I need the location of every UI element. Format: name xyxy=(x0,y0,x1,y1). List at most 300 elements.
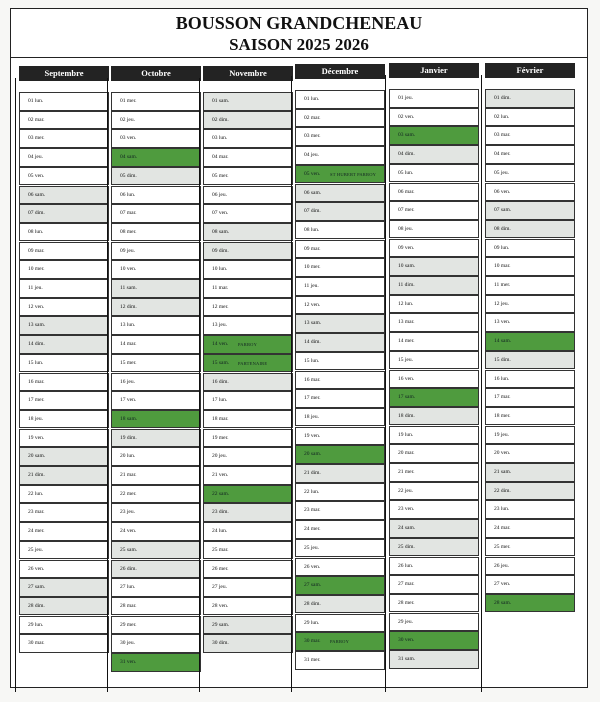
day-cell xyxy=(19,616,109,635)
day-label: 03 ven. xyxy=(120,135,137,142)
day-label: 05 ven. xyxy=(304,170,321,177)
day-cell xyxy=(389,650,479,669)
day-label: 16 ven. xyxy=(398,375,415,382)
day-cell xyxy=(295,221,385,240)
day-label: 13 sam. xyxy=(304,320,322,327)
day-label: 09 mar. xyxy=(28,247,45,254)
day-cell xyxy=(485,276,575,295)
day-label: 28 mer. xyxy=(398,599,415,606)
day-cell xyxy=(19,354,109,373)
day-cell xyxy=(203,634,293,653)
day-label: 03 mar. xyxy=(494,132,511,139)
day-cell xyxy=(19,186,109,205)
day-label: 15 sam. xyxy=(212,359,230,366)
day-cell xyxy=(111,541,201,560)
day-cell xyxy=(485,351,575,370)
day-cell xyxy=(111,298,201,317)
day-cell xyxy=(485,313,575,332)
day-label: 31 mer. xyxy=(304,657,321,663)
day-cell xyxy=(485,388,575,407)
day-label: 28 dim. xyxy=(28,602,45,609)
column-divider xyxy=(291,76,292,692)
column-divider xyxy=(385,75,386,692)
day-cell xyxy=(485,538,575,557)
day-cell xyxy=(389,276,479,295)
day-cell xyxy=(19,260,109,279)
day-cell xyxy=(295,109,385,128)
day-cell xyxy=(111,148,201,167)
day-cell xyxy=(19,298,109,317)
day-label: 08 sam. xyxy=(212,228,230,235)
month-header: Décembre xyxy=(295,64,385,79)
day-cell xyxy=(485,239,575,258)
day-label: 27 lun. xyxy=(120,584,136,591)
day-label: 17 mer. xyxy=(304,395,321,402)
day-label: 30 dim. xyxy=(212,640,229,647)
day-label: 10 ven. xyxy=(120,266,137,273)
day-label: 29 lun. xyxy=(304,619,320,626)
day-cell xyxy=(295,464,385,483)
day-label: 24 mar. xyxy=(494,525,511,532)
day-cell xyxy=(389,482,479,501)
day-label: 03 mer. xyxy=(304,133,321,140)
day-label: 28 ven. xyxy=(212,602,229,609)
day-label: 08 dim. xyxy=(494,225,511,232)
day-cell xyxy=(389,145,479,164)
day-label: 01 lun. xyxy=(28,98,44,104)
event-note: PARROY xyxy=(330,639,350,645)
day-label: 14 dim. xyxy=(304,339,321,346)
day-cell xyxy=(389,444,479,463)
day-cell xyxy=(295,614,385,633)
day-label: 15 dim. xyxy=(494,356,511,363)
day-label: 01 sam. xyxy=(212,98,230,104)
day-label: 28 sam. xyxy=(494,599,512,606)
day-label: 25 sam. xyxy=(120,546,138,553)
day-label: 11 dim. xyxy=(398,282,415,288)
day-label: 10 mar. xyxy=(494,263,511,270)
day-label: 31 ven. xyxy=(120,659,137,665)
day-cell xyxy=(203,111,293,130)
day-cell xyxy=(295,558,385,577)
day-label: 04 mer. xyxy=(494,151,511,158)
day-label: 22 lun. xyxy=(28,490,44,497)
day-label: 05 mer. xyxy=(212,172,229,179)
day-label: 04 dim. xyxy=(398,151,415,158)
day-cell xyxy=(203,223,293,242)
day-cell xyxy=(111,447,201,466)
day-cell xyxy=(203,354,293,373)
day-cell xyxy=(389,108,479,127)
month-header: Septembre xyxy=(19,66,109,81)
day-cell xyxy=(295,520,385,539)
day-label: 24 ven. xyxy=(120,528,137,535)
day-cell xyxy=(389,519,479,538)
day-label: 28 dim. xyxy=(304,600,321,607)
day-cell xyxy=(203,578,293,597)
day-cell xyxy=(485,594,575,613)
day-cell xyxy=(485,519,575,538)
day-label: 29 sam. xyxy=(212,621,230,628)
day-label: 12 mer. xyxy=(212,303,229,310)
day-cell xyxy=(111,92,201,111)
day-cell xyxy=(111,242,201,261)
day-cell xyxy=(203,129,293,148)
day-label: 10 mer. xyxy=(304,264,321,271)
day-label: 16 jeu. xyxy=(120,378,135,385)
day-label: 07 sam. xyxy=(494,207,512,214)
day-label: 18 jeu. xyxy=(28,415,43,422)
day-cell xyxy=(485,463,575,482)
day-cell xyxy=(295,651,385,670)
day-label: 11 sam. xyxy=(120,285,137,291)
day-label: 20 mar. xyxy=(398,450,415,457)
day-cell xyxy=(485,575,575,594)
day-cell xyxy=(295,352,385,371)
day-label: 25 mer. xyxy=(494,543,511,550)
day-cell xyxy=(203,503,293,522)
day-cell xyxy=(389,313,479,332)
day-cell xyxy=(295,576,385,595)
day-label: 06 mar. xyxy=(398,188,415,195)
day-label: 14 mar. xyxy=(120,341,137,348)
calendar-header xyxy=(10,8,588,58)
day-label: 22 jeu. xyxy=(398,487,413,494)
day-label: 23 dim. xyxy=(212,509,229,516)
day-cell xyxy=(389,594,479,613)
day-label: 15 lun. xyxy=(28,359,44,366)
day-cell xyxy=(203,335,293,354)
day-cell xyxy=(203,541,293,560)
day-label: 24 sam. xyxy=(398,525,416,532)
day-label: 20 lun. xyxy=(120,453,136,460)
day-label: 04 sam. xyxy=(120,154,138,161)
day-label: 23 jeu. xyxy=(120,509,135,516)
day-label: 22 dim. xyxy=(494,487,511,494)
day-label: 12 ven. xyxy=(304,301,321,308)
day-cell xyxy=(19,578,109,597)
day-label: 19 ven. xyxy=(28,434,45,441)
day-cell xyxy=(295,258,385,277)
day-cell xyxy=(295,483,385,502)
day-cell xyxy=(389,239,479,258)
day-label: 06 sam. xyxy=(304,189,322,196)
day-label: 07 dim. xyxy=(28,210,45,217)
day-label: 06 ven. xyxy=(494,188,511,195)
day-cell xyxy=(19,429,109,448)
day-cell xyxy=(389,631,479,650)
day-cell xyxy=(203,616,293,635)
day-label: 19 mer. xyxy=(212,434,229,441)
day-label: 26 ven. xyxy=(304,563,321,570)
day-label: 29 jeu. xyxy=(398,618,413,625)
day-cell xyxy=(295,202,385,221)
day-label: 03 sam. xyxy=(398,132,416,139)
day-label: 05 jeu. xyxy=(494,169,509,176)
day-label: 13 mar. xyxy=(398,319,415,326)
day-cell xyxy=(203,485,293,504)
day-cell xyxy=(111,129,201,148)
day-label: 23 mar. xyxy=(304,507,321,514)
day-cell xyxy=(203,316,293,335)
day-cell xyxy=(19,597,109,616)
day-cell xyxy=(295,184,385,203)
month-header: Novembre xyxy=(203,66,293,81)
day-label: 23 mar. xyxy=(28,509,45,516)
day-cell xyxy=(19,316,109,335)
day-cell xyxy=(295,277,385,296)
day-label: 24 mer. xyxy=(28,528,45,535)
day-cell xyxy=(19,92,109,111)
day-cell xyxy=(389,500,479,519)
day-cell xyxy=(485,89,575,108)
day-label: 21 mer. xyxy=(398,469,415,475)
day-label: 27 sam. xyxy=(304,582,322,589)
day-cell xyxy=(111,223,201,242)
day-label: 25 jeu. xyxy=(28,546,43,553)
day-label: 10 mer. xyxy=(28,266,45,273)
day-cell xyxy=(295,240,385,259)
day-cell xyxy=(111,466,201,485)
day-label: 19 dim. xyxy=(120,434,137,441)
day-cell xyxy=(111,503,201,522)
day-cell xyxy=(19,447,109,466)
day-label: 30 jeu. xyxy=(120,640,135,647)
day-label: 12 lun. xyxy=(398,300,414,307)
day-label: 22 sam. xyxy=(212,490,230,497)
day-cell xyxy=(203,373,293,392)
day-cell xyxy=(111,597,201,616)
day-label: 18 mar. xyxy=(212,415,229,422)
day-cell xyxy=(203,242,293,261)
day-cell xyxy=(111,560,201,579)
day-label: 30 mar. xyxy=(28,640,45,647)
day-label: 25 jeu. xyxy=(304,544,319,551)
month-header: Octobre xyxy=(111,66,201,81)
day-label: 16 dim. xyxy=(212,378,229,385)
day-cell xyxy=(389,164,479,183)
day-label: 10 sam. xyxy=(398,263,416,270)
day-label: 05 ven. xyxy=(28,172,45,179)
day-cell xyxy=(19,148,109,167)
day-cell xyxy=(389,220,479,239)
day-cell xyxy=(203,92,293,111)
day-cell xyxy=(485,500,575,519)
day-cell xyxy=(111,410,201,429)
day-label: 05 lun. xyxy=(398,169,414,176)
day-cell xyxy=(111,335,201,354)
day-label: 01 mer. xyxy=(120,98,137,104)
day-label: 08 jeu. xyxy=(398,225,413,232)
day-label: 27 jeu. xyxy=(212,584,227,591)
day-label: 20 ven. xyxy=(494,450,511,457)
day-label: 02 lun. xyxy=(494,113,510,120)
day-cell xyxy=(203,522,293,541)
day-cell xyxy=(111,429,201,448)
day-label: 20 sam. xyxy=(304,451,322,458)
day-cell xyxy=(111,204,201,223)
day-cell xyxy=(111,186,201,205)
day-label: 09 dim. xyxy=(212,247,229,254)
day-cell xyxy=(295,165,385,184)
day-label: 06 lun. xyxy=(120,191,136,198)
day-label: 10 lun. xyxy=(212,266,228,273)
day-cell xyxy=(389,463,479,482)
day-cell xyxy=(19,410,109,429)
event-note: ST HUBERT PARROY xyxy=(330,171,377,177)
day-cell xyxy=(485,257,575,276)
day-cell xyxy=(295,408,385,427)
day-label: 12 dim. xyxy=(120,303,137,310)
calendar-title: BOUSSON GRANDCHENEAU xyxy=(175,13,423,33)
day-label: 02 jeu. xyxy=(120,116,135,123)
day-cell xyxy=(295,445,385,464)
day-cell xyxy=(19,503,109,522)
day-label: 16 lun. xyxy=(494,375,510,382)
day-label: 14 ven. xyxy=(212,341,229,348)
day-cell xyxy=(485,126,575,145)
season-subtitle: SAISON 2025 2026 xyxy=(229,35,369,54)
day-label: 31 sam. xyxy=(398,656,416,662)
day-label: 02 dim. xyxy=(212,116,229,123)
day-label: 02 ven. xyxy=(398,113,415,120)
day-cell xyxy=(19,223,109,242)
day-label: 27 sam. xyxy=(28,584,46,591)
day-cell xyxy=(19,391,109,410)
day-label: 01 jeu. xyxy=(398,95,413,101)
day-cell xyxy=(111,354,201,373)
day-label: 26 ven. xyxy=(28,565,45,572)
day-cell xyxy=(203,597,293,616)
column-divider xyxy=(481,75,482,692)
day-cell xyxy=(485,482,575,501)
day-label: 13 sam. xyxy=(28,322,46,329)
day-cell xyxy=(485,295,575,314)
column-divider xyxy=(199,78,200,692)
day-label: 14 sam. xyxy=(494,338,512,345)
day-cell xyxy=(19,167,109,186)
day-cell xyxy=(389,126,479,145)
day-label: 09 lun. xyxy=(494,244,510,251)
day-cell xyxy=(485,557,575,576)
day-cell xyxy=(19,204,109,223)
day-label: 15 jeu. xyxy=(398,356,413,363)
day-label: 26 lun. xyxy=(398,562,414,569)
day-cell xyxy=(203,391,293,410)
day-label: 16 mar. xyxy=(28,378,45,385)
day-label: 04 jeu. xyxy=(304,152,319,159)
day-cell xyxy=(389,351,479,370)
day-cell xyxy=(203,279,293,298)
month-header: Janvier xyxy=(389,63,479,78)
day-label: 13 jeu. xyxy=(212,322,227,329)
day-cell xyxy=(295,333,385,352)
day-label: 11 jeu. xyxy=(304,283,319,289)
day-label: 24 lun. xyxy=(212,528,228,535)
event-note: PARTENAIRE xyxy=(238,360,268,366)
day-cell xyxy=(111,616,201,635)
column-divider xyxy=(107,78,108,692)
day-label: 29 lun. xyxy=(28,621,44,628)
day-label: 06 sam. xyxy=(28,191,46,198)
day-cell xyxy=(111,485,201,504)
day-cell xyxy=(111,316,201,335)
day-cell xyxy=(111,653,201,672)
day-label: 05 dim. xyxy=(120,172,137,179)
day-cell xyxy=(19,466,109,485)
day-cell xyxy=(485,332,575,351)
day-cell xyxy=(19,242,109,261)
day-label: 11 mar. xyxy=(212,285,229,291)
day-cell xyxy=(485,201,575,220)
day-label: 23 ven. xyxy=(398,506,415,513)
day-cell xyxy=(389,295,479,314)
event-note: PARROY xyxy=(238,342,258,348)
day-cell xyxy=(19,634,109,653)
day-cell xyxy=(203,429,293,448)
day-cell xyxy=(19,485,109,504)
month-header: Février xyxy=(485,63,575,78)
day-label: 08 mer. xyxy=(120,228,137,235)
day-label: 07 mer. xyxy=(398,207,415,214)
day-cell xyxy=(111,522,201,541)
column-divider xyxy=(15,78,16,692)
day-label: 11 jeu. xyxy=(28,285,43,291)
day-cell xyxy=(111,391,201,410)
day-cell xyxy=(19,373,109,392)
day-label: 27 ven. xyxy=(494,581,511,588)
day-label: 28 mar. xyxy=(120,602,137,609)
day-label: 17 sam. xyxy=(398,394,416,401)
day-cell xyxy=(203,167,293,186)
day-cell xyxy=(295,389,385,408)
day-cell xyxy=(485,444,575,463)
day-cell xyxy=(389,370,479,389)
day-cell xyxy=(203,260,293,279)
day-cell xyxy=(203,560,293,579)
day-cell xyxy=(19,335,109,354)
day-label: 08 lun. xyxy=(28,228,44,235)
day-label: 11 mer. xyxy=(494,282,511,288)
day-label: 18 mer. xyxy=(494,412,511,419)
day-cell xyxy=(389,388,479,407)
day-label: 07 ven. xyxy=(212,210,229,217)
day-label: 09 jeu. xyxy=(120,247,135,254)
day-cell xyxy=(389,426,479,445)
day-cell xyxy=(111,279,201,298)
day-label: 18 sam. xyxy=(120,415,138,422)
day-cell xyxy=(485,183,575,202)
day-label: 03 mer. xyxy=(28,135,45,142)
day-cell xyxy=(295,371,385,390)
day-label: 17 lun. xyxy=(212,397,228,404)
day-label: 17 ven. xyxy=(120,397,137,404)
day-label: 17 mer. xyxy=(28,397,45,404)
day-label: 07 mar. xyxy=(120,210,137,217)
day-label: 09 ven. xyxy=(398,244,415,251)
day-cell xyxy=(485,426,575,445)
day-cell xyxy=(203,447,293,466)
day-cell xyxy=(389,332,479,351)
day-cell xyxy=(203,148,293,167)
day-cell xyxy=(295,427,385,446)
day-label: 03 lun. xyxy=(212,135,228,142)
day-cell xyxy=(485,220,575,239)
day-label: 21 ven. xyxy=(212,472,229,478)
day-label: 24 mer. xyxy=(304,526,321,533)
day-label: 26 jeu. xyxy=(494,562,509,569)
day-label: 12 ven. xyxy=(28,303,45,310)
